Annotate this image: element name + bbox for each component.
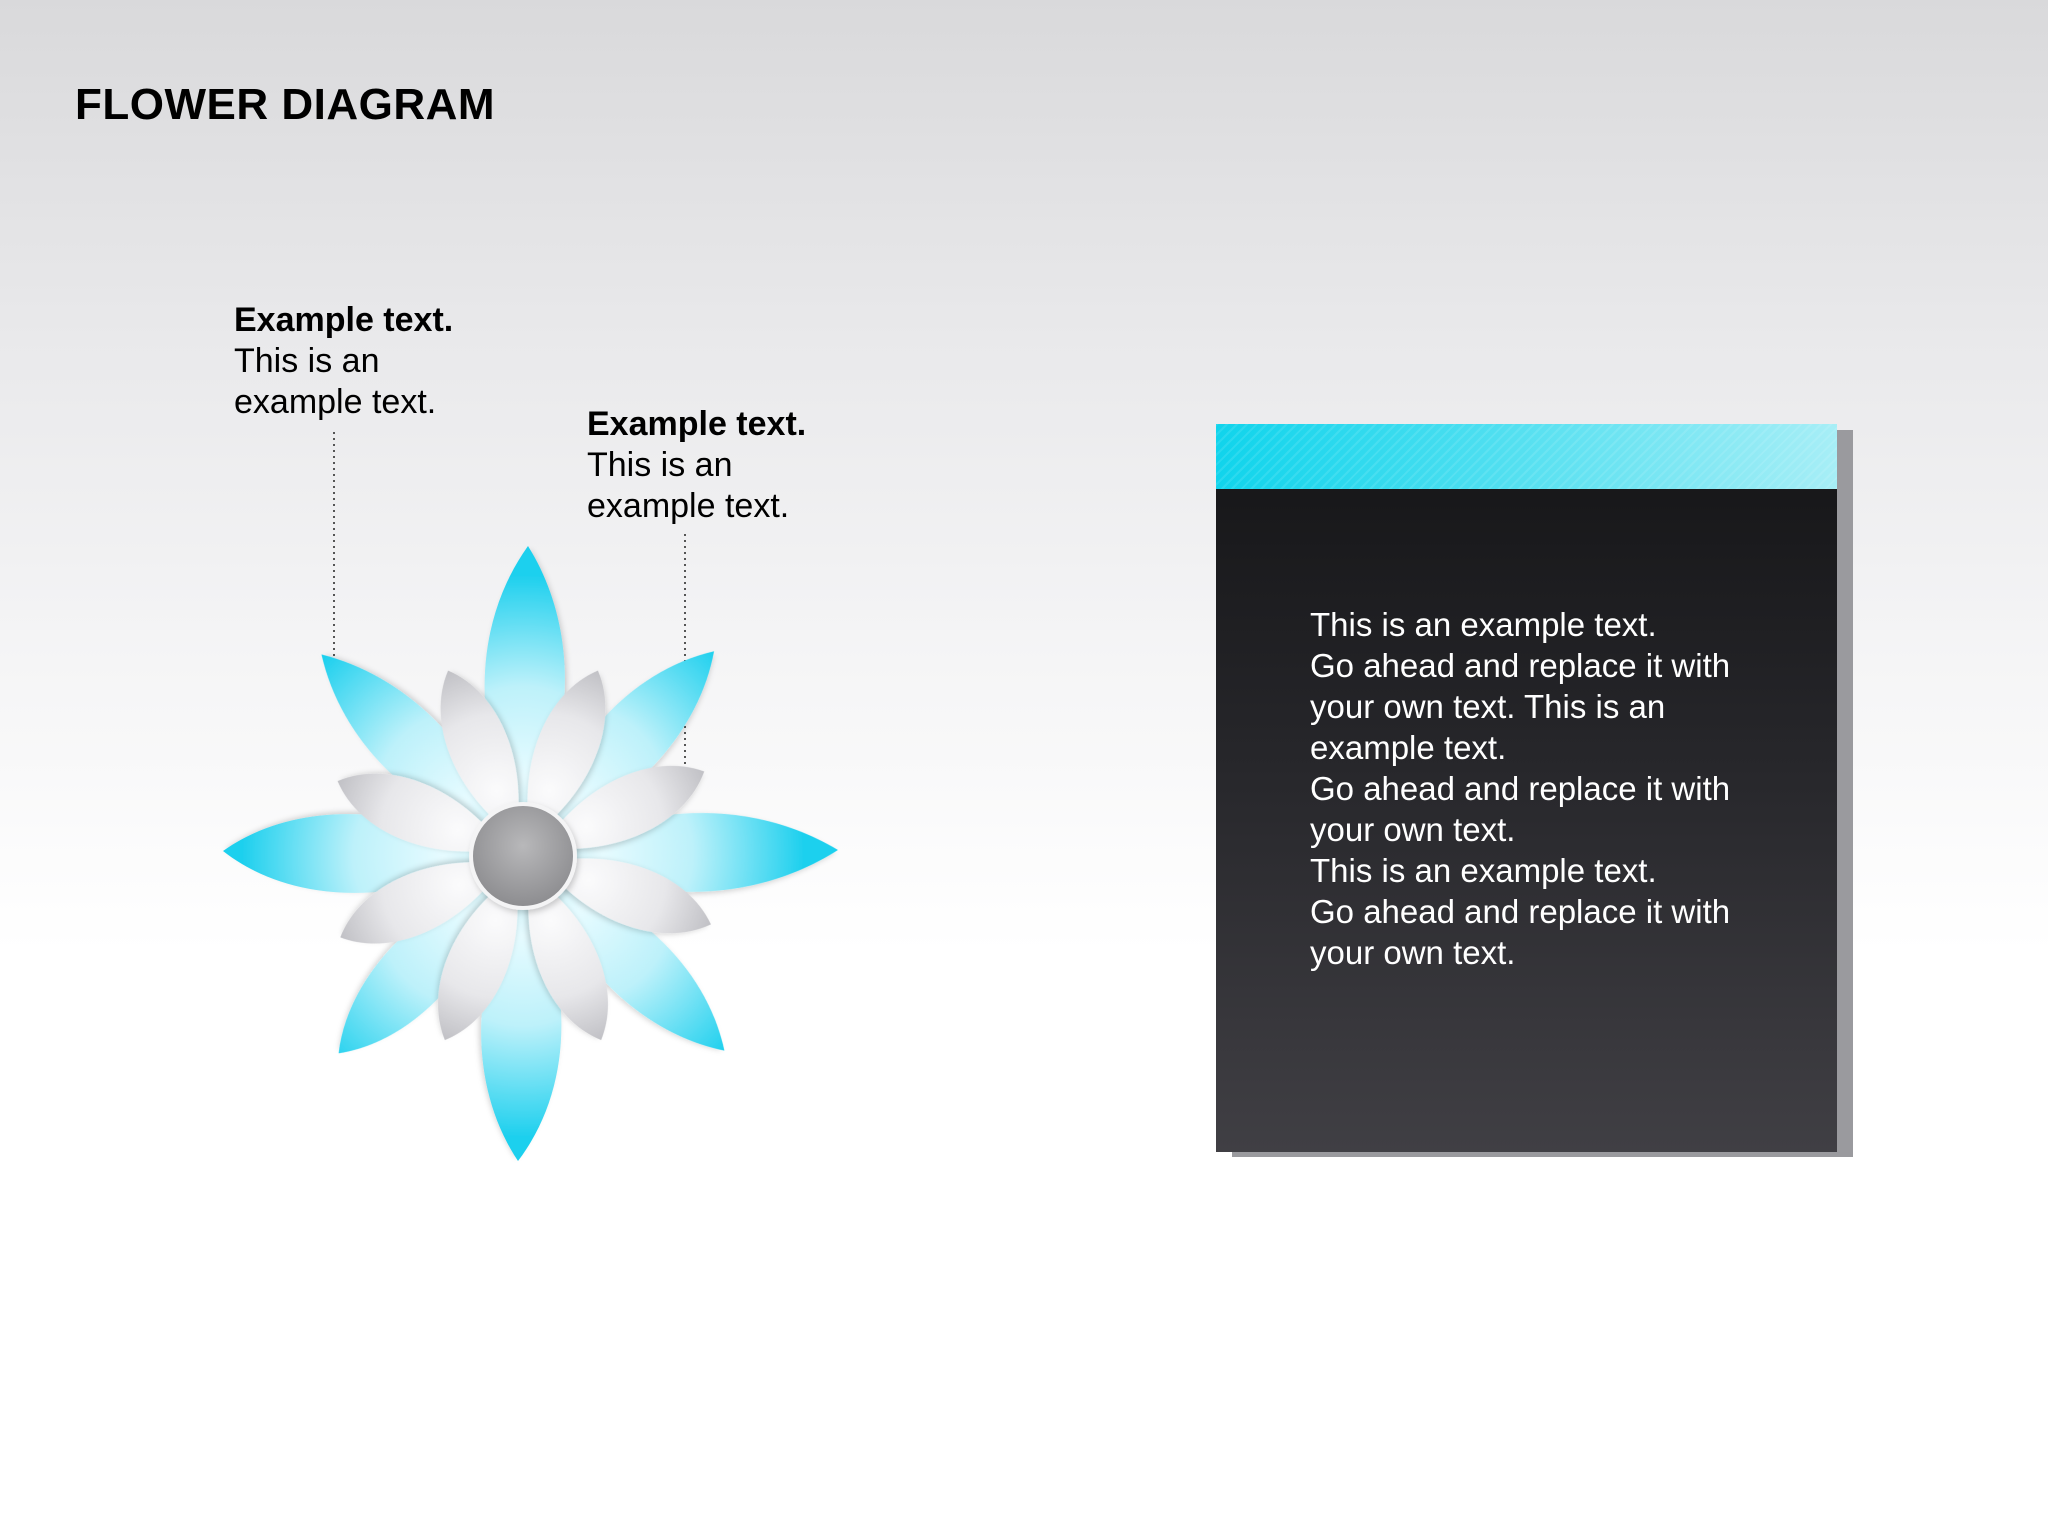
slide-title: FLOWER DIAGRAM	[75, 80, 496, 129]
text-box-line-8: Go ahead and replace it with	[1310, 893, 1731, 930]
callout-1-heading: Example text.	[234, 301, 454, 339]
text-box-line-5: Go ahead and replace it with	[1310, 770, 1731, 807]
text-box-line-6: your own text.	[1310, 811, 1516, 848]
text-box-body	[1310, 604, 1810, 973]
text-box-line-4: example text.	[1310, 729, 1507, 766]
callout-2-body-line-1: This is an	[587, 446, 733, 484]
text-box-line-9: your own text.	[1310, 934, 1516, 971]
text-box-line-2: Go ahead and replace it with	[1310, 647, 1731, 684]
callout-1-body-line-1: This is an	[234, 342, 380, 380]
callout-2-body-line-2: example text.	[587, 487, 790, 525]
text-box	[1216, 424, 1837, 1152]
callout-2-heading: Example text.	[587, 405, 807, 443]
text-box-header-bar	[1216, 424, 1837, 489]
text-box-line-1: This is an example text.	[1310, 606, 1657, 643]
callout-1-body-line-2: example text.	[234, 383, 437, 421]
text-box-line-7: This is an example text.	[1310, 852, 1657, 889]
text-box-line-3: your own text. This is an	[1310, 688, 1666, 725]
flower-center	[471, 804, 575, 908]
